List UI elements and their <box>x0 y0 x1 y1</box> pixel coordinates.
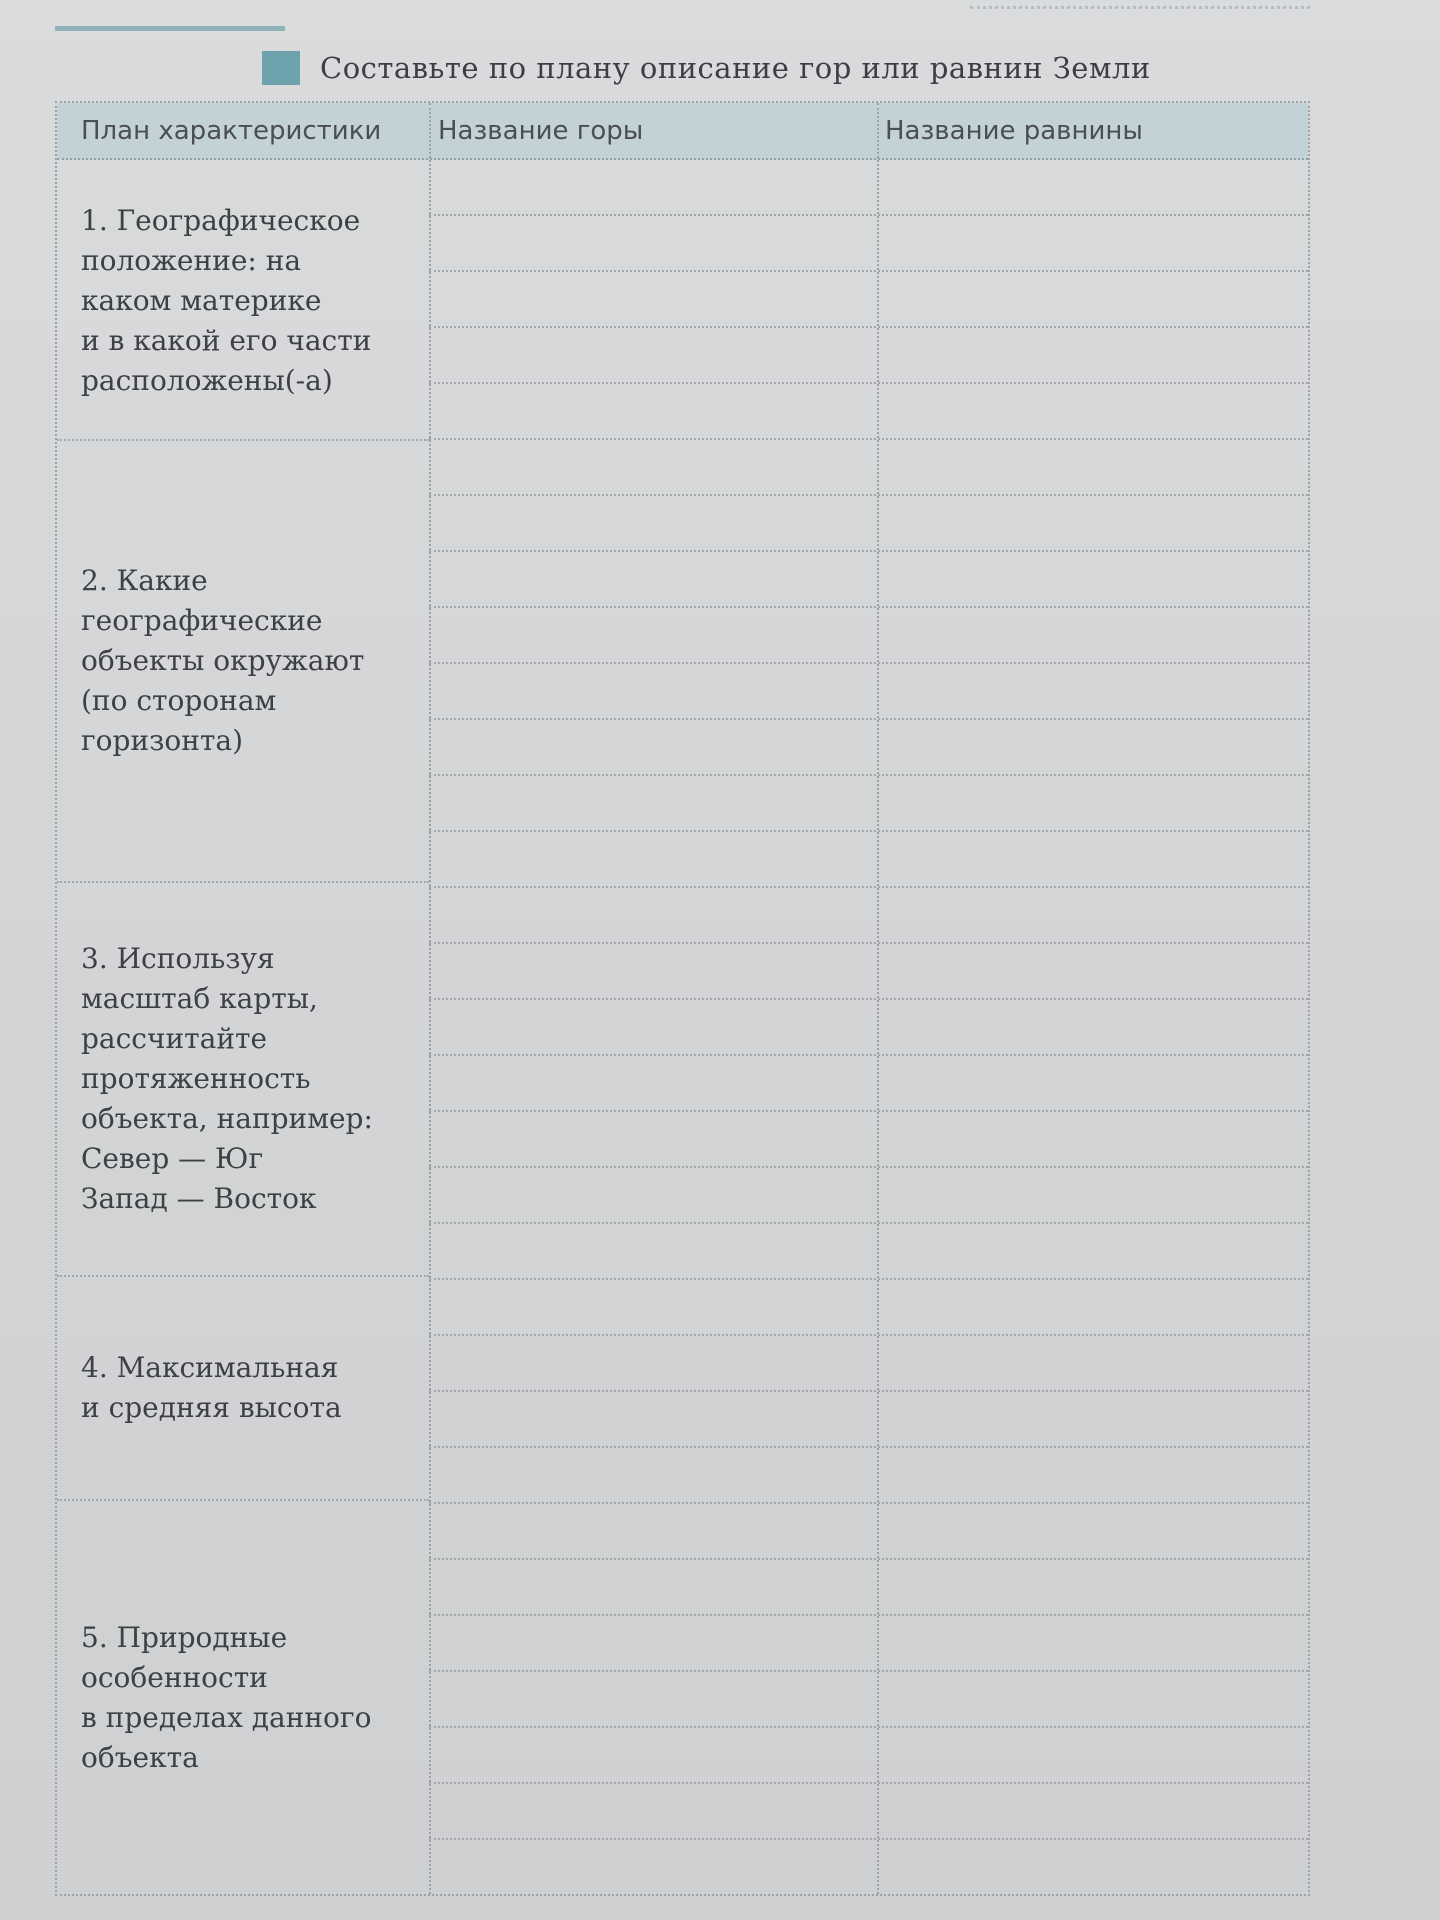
plan-line: объекта <box>81 1741 199 1774</box>
header-mountain: Название горы <box>438 115 644 146</box>
plan-line: Север — Юг <box>81 1142 264 1175</box>
plan-item-5 <box>81 1503 421 1893</box>
plan-line: 3. Используя <box>81 942 275 975</box>
answer-line[interactable] <box>429 382 1308 384</box>
answer-line[interactable] <box>429 494 1308 496</box>
answer-line[interactable] <box>429 606 1308 608</box>
plan-line: рассчитайте <box>81 1022 268 1055</box>
plan-line: 2. Какие <box>81 564 208 597</box>
answer-line[interactable] <box>429 998 1308 1000</box>
answer-line[interactable] <box>429 438 1308 440</box>
plan-line: каком материке <box>81 284 322 317</box>
task-marker-icon <box>262 51 300 85</box>
row-divider <box>57 881 429 883</box>
table-header <box>57 103 1308 160</box>
plan-line: особенности <box>81 1661 268 1694</box>
answer-line[interactable] <box>429 1446 1308 1448</box>
plan-line: 4. Максимальная <box>81 1351 339 1384</box>
plan-line: и в какой его части <box>81 324 372 357</box>
plan-item-1 <box>81 165 421 437</box>
top-dotted-rule <box>970 6 1310 9</box>
row-divider <box>57 439 429 441</box>
answer-line[interactable] <box>429 1726 1308 1728</box>
row-divider <box>57 1499 429 1501</box>
answer-line[interactable] <box>429 1670 1308 1672</box>
plan-line: (по сторонам <box>81 684 277 717</box>
description-table <box>55 101 1310 1896</box>
answer-line[interactable] <box>429 1278 1308 1280</box>
answer-line[interactable] <box>429 886 1308 888</box>
answer-line[interactable] <box>429 214 1308 216</box>
answer-line[interactable] <box>429 1558 1308 1560</box>
answer-line[interactable] <box>429 1390 1308 1392</box>
answer-line[interactable] <box>429 718 1308 720</box>
plan-line: объекты окружают <box>81 644 365 677</box>
answer-line[interactable] <box>429 1222 1308 1224</box>
task-heading-text: Составьте по плану описание гор или равнин Земли <box>320 51 1151 85</box>
plan-item-2 <box>81 443 421 879</box>
answer-line[interactable] <box>429 942 1308 944</box>
answer-line[interactable] <box>429 1334 1308 1336</box>
plan-line: горизонта) <box>81 724 244 757</box>
plan-line: 1. Географическое <box>81 204 361 237</box>
plan-line: и средняя высота <box>81 1391 342 1424</box>
answer-line[interactable] <box>429 1110 1308 1112</box>
answer-line[interactable] <box>429 1054 1308 1056</box>
plan-line: объекта, например: <box>81 1102 373 1135</box>
plan-line: протяженность <box>81 1062 311 1095</box>
answer-line[interactable] <box>429 550 1308 552</box>
answer-line[interactable] <box>429 774 1308 776</box>
row-divider <box>57 1275 429 1277</box>
answer-line[interactable] <box>429 1838 1308 1840</box>
answer-line[interactable] <box>429 1502 1308 1504</box>
header-plan: План характеристики <box>81 115 382 146</box>
answer-line[interactable] <box>429 1166 1308 1168</box>
plan-line: 5. Природные <box>81 1621 288 1654</box>
plan-line: расположены(-а) <box>81 364 333 397</box>
plan-line: масштаб карты, <box>81 982 318 1015</box>
answer-line[interactable] <box>429 1782 1308 1784</box>
task-heading <box>262 48 1151 88</box>
plan-line: географические <box>81 604 323 637</box>
plan-item-4 <box>81 1279 421 1497</box>
answer-line[interactable] <box>429 1614 1308 1616</box>
plan-line: положение: на <box>81 244 302 277</box>
answer-line[interactable] <box>429 830 1308 832</box>
header-plain: Название равнины <box>885 115 1143 146</box>
answer-line[interactable] <box>429 270 1308 272</box>
answer-line[interactable] <box>429 662 1308 664</box>
plan-line: Запад — Восток <box>81 1182 317 1215</box>
top-rule <box>55 26 285 31</box>
answer-line[interactable] <box>429 326 1308 328</box>
plan-line: в пределах данного <box>81 1701 372 1734</box>
plan-item-3 <box>81 885 421 1273</box>
